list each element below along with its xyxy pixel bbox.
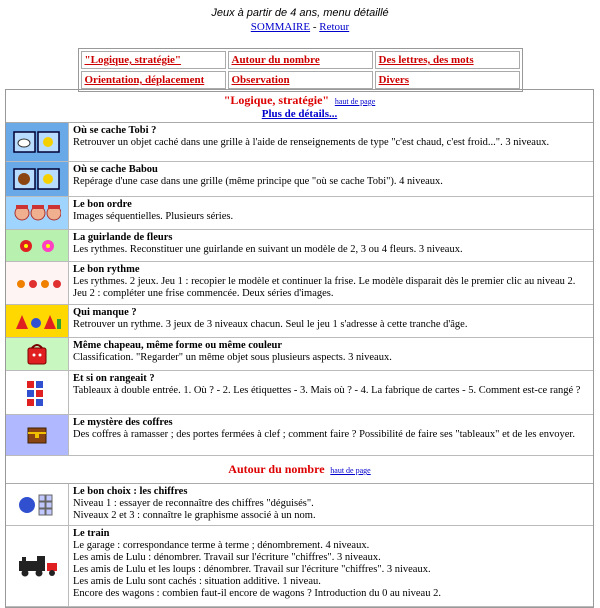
game-row (6, 262, 593, 305)
section-title: Autour du nombre (228, 462, 325, 476)
game-text (69, 305, 471, 337)
game-row (6, 526, 593, 607)
section-nombre-header (6, 456, 593, 484)
nav-cell (81, 71, 226, 89)
icon-cell (6, 371, 69, 414)
icon-cell (6, 162, 69, 196)
flowers-icon[interactable] (13, 233, 61, 259)
game-row (6, 415, 593, 456)
sommaire-link[interactable]: SOMMAIRE (250, 21, 311, 33)
game-description: Des coffres à ramasser ; des portes fermées à clef ; comment faire ? Possibilité de faire ses "tableaux" et de les envoyer. (73, 429, 575, 440)
retour-link[interactable]: Retour (319, 21, 350, 33)
game-row (6, 123, 593, 162)
nav-orientation-link[interactable]: Orientation, déplacement (84, 74, 205, 86)
games-table (5, 89, 594, 608)
game-title[interactable]: La guirlande de fleurs (73, 232, 173, 243)
game-description-line: Les amis de Lulu sont cachés : situation additive. 1 niveau. (73, 576, 321, 587)
game-title[interactable]: Le train (73, 528, 110, 539)
icon-cell (6, 197, 69, 229)
game-row (6, 484, 593, 526)
game-row (6, 230, 593, 262)
game-title[interactable]: Le mystère des coffres (73, 417, 173, 428)
shapes-missing-icon[interactable] (13, 308, 61, 334)
section-logique-header (6, 90, 593, 123)
game-description-line: Les amis de Lulu et les loups : dénombrer. Travail sur l'écriture "chiffres". 3 niveaux. (73, 564, 431, 575)
game-row (6, 371, 593, 415)
game-description: Tableaux à double entrée. 1. Où ? - 2. Les étiquettes - 3. Mais où ? - 4. La fabrique de cartes - 5. Comment est-ce rangé ? (73, 385, 581, 396)
monkey-sun-icon[interactable] (13, 166, 61, 192)
link-separator: - (310, 21, 320, 33)
icon-cell (6, 230, 69, 261)
icon-cell (6, 415, 69, 455)
game-text (69, 230, 467, 261)
header-links (0, 20, 600, 34)
nav-cell (375, 71, 520, 89)
treasure-chest-icon[interactable] (13, 422, 61, 448)
game-title[interactable]: Et si on rangeait ? (73, 373, 155, 384)
nav-observation-link[interactable]: Observation (231, 74, 290, 86)
game-title[interactable]: Qui manque ? (73, 307, 137, 318)
game-description-line: Le garage : correspondance terme à terme ; dénombrement. 4 niveaux. (73, 540, 370, 551)
nav-cell (375, 51, 520, 69)
game-text (69, 415, 579, 455)
category-nav (78, 48, 523, 92)
red-bag-icon[interactable] (13, 341, 61, 367)
game-description-line: Encore des wagons : combien faut-il encore de wagons ? Introduction du 0 au niveau 2. (73, 588, 441, 599)
game-row (6, 338, 593, 371)
game-text (69, 526, 445, 606)
page-header (0, 0, 600, 34)
game-title[interactable]: Le bon ordre (73, 199, 132, 210)
game-text (69, 338, 396, 370)
game-description: Retrouver un objet caché dans une grille à l'aide de renseignements de type "c'est chaud, c'est froid...". 3 niveaux. (73, 137, 550, 148)
more-details-link[interactable]: Plus de détails... (261, 108, 338, 120)
game-title[interactable]: Le bon choix : les chiffres (73, 486, 188, 497)
game-description-line: Niveau 1 : essayer de reconnaître des chiffres "déguisés". (73, 498, 314, 509)
nav-lettres-link[interactable]: Des lettres, des mots (378, 54, 474, 66)
train-icon[interactable] (13, 553, 61, 579)
game-text (69, 484, 320, 525)
icon-cell (6, 305, 69, 337)
game-row (6, 305, 593, 338)
nav-cell (228, 51, 373, 69)
game-description-line: Niveaux 2 et 3 : connaître le graphisme associé à un nom. (73, 510, 316, 521)
game-description: Classification. "Regarder" un même objet sous plusieurs aspects. 3 niveaux. (73, 352, 392, 363)
nav-cell (228, 71, 373, 89)
nav-cell (81, 51, 226, 69)
icon-cell (6, 262, 69, 304)
grid-sort-icon[interactable] (13, 380, 61, 406)
number-choice-icon[interactable] (13, 492, 61, 518)
game-text (69, 162, 447, 196)
icon-cell (6, 338, 69, 370)
game-title[interactable]: Où se cache Babou (73, 164, 158, 175)
icon-cell (6, 526, 69, 606)
page-title: Jeux à partir de 4 ans, menu détaillé (211, 7, 389, 19)
game-row (6, 197, 593, 230)
game-title[interactable]: Même chapeau, même forme ou même couleur (73, 340, 283, 351)
icon-cell (6, 484, 69, 525)
game-text (69, 262, 593, 304)
game-description-line: Les amis de Lulu : dénombrer. Travail sur l'écriture "chiffres". 3 niveaux. (73, 552, 381, 563)
hidden-dog-icon[interactable] (13, 129, 61, 155)
game-row (6, 162, 593, 197)
game-title[interactable]: Le bon rythme (73, 264, 140, 275)
game-text (69, 123, 553, 161)
game-description: Les rythmes. 2 jeux. Jeu 1 : recopier le modèle et continuer la frise. Le modèle disparait dès le premier clic au niveau 2. Jeu 2 : compléter une frise commencée. Deux séries d'images. (73, 276, 576, 299)
top-of-page-link[interactable]: haut de page (330, 466, 371, 475)
game-description: Images séquentielles. Plusieurs séries. (73, 211, 234, 222)
game-description: Les rythmes. Reconstituer une guirlande en suivant un modèle de 2, 3 ou 4 fleurs. 3 niveaux. (73, 244, 463, 255)
fruits-rhythm-icon[interactable] (13, 270, 61, 296)
top-of-page-link[interactable]: haut de page (334, 97, 376, 106)
faces-sequence-icon[interactable] (13, 200, 61, 226)
game-description: Retrouver un rythme. 3 jeux de 3 niveaux chacun. Seul le jeu 1 s'adresse à cette tranche d'âge. (73, 319, 468, 330)
game-description: Repérage d'une case dans une grille (même principe que "où se cache Tobi"). 4 niveaux. (73, 176, 443, 187)
game-text (69, 197, 237, 229)
game-title[interactable]: Où se cache Tobi ? (73, 125, 157, 136)
nav-logique-link[interactable]: "Logique, stratégie" (84, 54, 182, 66)
nav-divers-link[interactable]: Divers (378, 74, 410, 86)
game-text (69, 371, 584, 414)
section-title: "Logique, stratégie" (223, 93, 330, 107)
icon-cell (6, 123, 69, 161)
nav-nombre-link[interactable]: Autour du nombre (231, 54, 320, 66)
